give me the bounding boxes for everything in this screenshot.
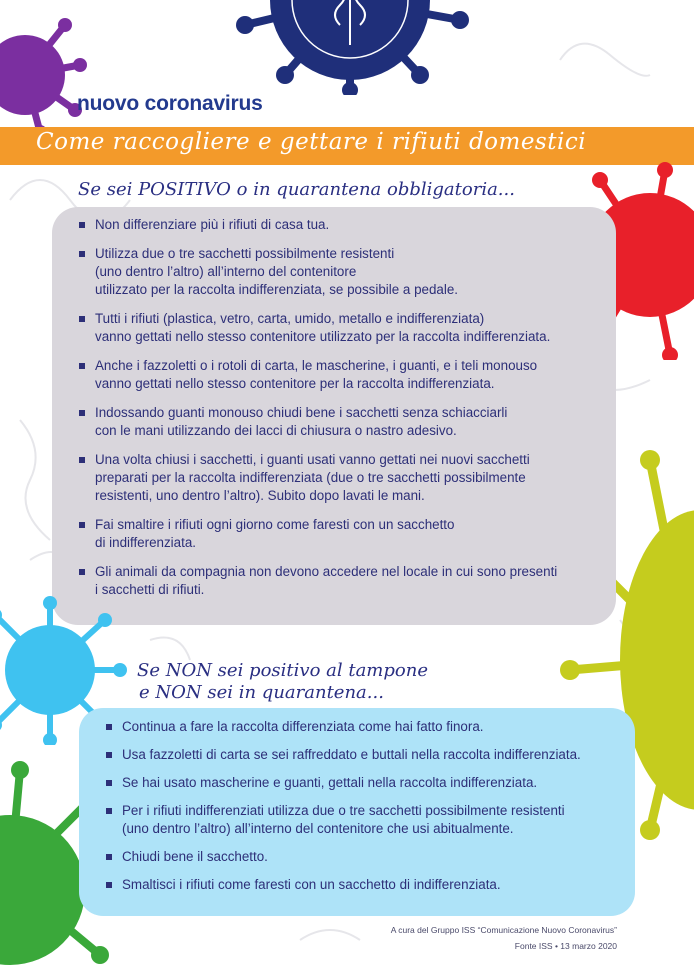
positive-list [78,216,578,610]
list-item: Continua a fare la raccolta differenziata come hai fatto finora. [105,718,615,736]
list-item: Utilizza due o tre sacchetti possibilmente resistenti (uno dentro l’altro) all’interno del contenitore utilizzato per la raccolta indifferenziata, se possibile a pedale. [78,245,578,299]
negative-heading-line2: e NON sei in quarantena... [139,682,384,703]
list-item: Tutti i rifiuti (plastica, vetro, carta, umido, metallo e indifferenziata) vanno gettati nello stesso contenitore utilizzato per la raccolta indifferenziata. [78,310,578,346]
list-item: Anche i fazzoletti o i rotoli di carta, le mascherine, i guanti, e i teli monouso vanno gettati nello stesso contenitore per la raccolta indifferenziata. [78,357,578,393]
negative-section-heading [137,660,428,704]
negative-list [105,718,615,904]
list-item: Usa fazzoletti di carta se sei raffreddato e buttali nella raccolta indifferenziata. [105,746,615,764]
header-title: nuovo coronavirus [77,92,263,115]
list-item: Smaltisci i rifiuti come faresti con un sacchetto di indifferenziata. [105,876,615,894]
list-item: Per i rifiuti indifferenziati utilizza due o tre sacchetti possibilmente resistenti (uno dentro l’altro) all’interno del contenitore che usi abitualmente. [105,802,615,838]
iss-seal-icon [225,0,475,95]
purple-virus-icon [0,10,90,140]
list-item: Indossando guanti monouso chiudi bene i sacchetti senza schiacciarli con le mani utilizzando dei lacci di chiusura o nastro adesivo. [78,404,578,440]
footer [391,922,617,954]
page-title: Come raccogliere e gettare i rifiuti domestici [36,129,587,155]
list-item: Una volta chiusi i sacchetti, i guanti usati vanno gettati nei nuovi sacchetti preparati per la raccolta indifferenziata (due o tre sacchetti possibilmente resistenti, uno dentro l’altro). Subito dopo lavati le mani. [78,451,578,505]
list-item: Gli animali da compagnia non devono accedere nel locale in cui sono presenti i sacchetti di rifiuti. [78,563,578,599]
footer-source: Fonte ISS • 13 marzo 2020 [514,941,617,951]
list-item: Fai smaltire i rifiuti ogni giorno come faresti con un sacchetto di indifferenziata. [78,516,578,552]
list-item: Chiudi bene il sacchetto. [105,848,615,866]
list-item: Non differenziare più i rifiuti di casa tua. [78,216,578,234]
footer-credit: A cura del Gruppo ISS “Comunicazione Nuovo Coronavirus” [390,925,617,935]
negative-heading-line1: Se NON sei positivo al tampone [137,660,428,681]
positive-section-heading: Se sei POSITIVO o in quarantena obbligatoria... [78,179,515,200]
list-item: Se hai usato mascherine e guanti, gettali nella raccolta indifferenziata. [105,774,615,792]
